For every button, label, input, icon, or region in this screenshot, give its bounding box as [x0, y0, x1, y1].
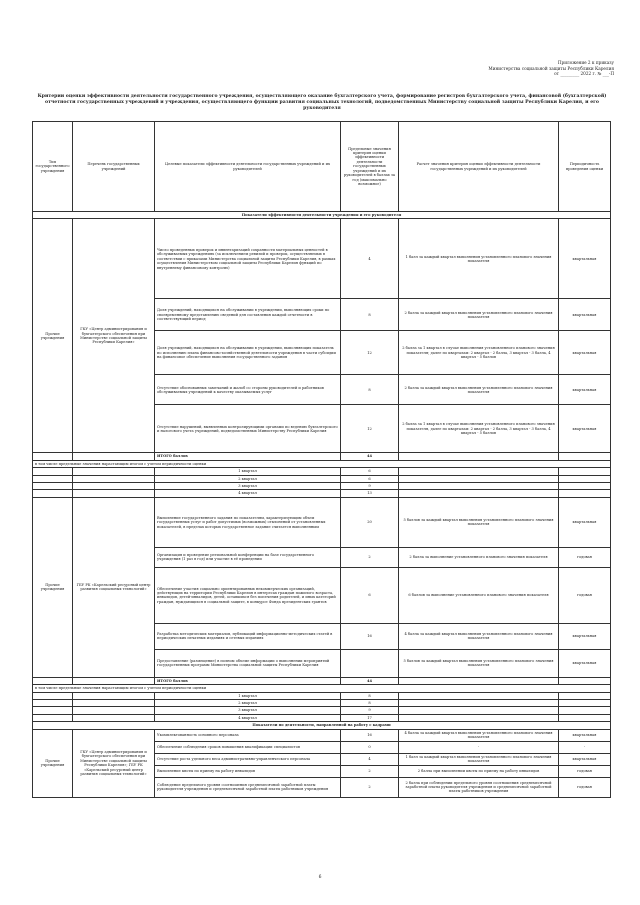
- quarter-label: 3 квартал: [155, 707, 341, 714]
- period-cell: квартальная: [559, 219, 611, 299]
- calc-cell: 4 балла за каждый квартал выполнения установленного планового значения показателя: [399, 623, 559, 649]
- indicator-cell: Разработка методических материалов, публикаций информационно-методических статей в периодических печатных изданиях и сетевых изданиях: [155, 623, 341, 649]
- quarter-value: 8: [341, 692, 399, 699]
- quarter-row: [33, 700, 611, 707]
- period-cell: квартальная: [559, 405, 611, 453]
- quarter-row: [33, 475, 611, 482]
- approval-header: [414, 60, 614, 77]
- quarter-row: [33, 692, 611, 699]
- calc-cell: 2 балла за каждый квартал выполнения установленного планового значения показателя: [399, 375, 559, 405]
- quarters-note: в том числе предельные значения нарастающим итогом с учетом периодичности оценки: [33, 460, 611, 467]
- calc-cell: 2 балла при выполнении квоты по приему на работу инвалидов: [399, 765, 559, 777]
- points-cell: 8: [341, 375, 399, 405]
- quarters-note: в том числе предельные значения нарастающим итогом с учетом периодичности оценки: [33, 685, 611, 692]
- header-line-1: Приложение 2 к приказу: [557, 60, 614, 65]
- indicator-cell: Соблюдение предельного уровня соотношения среднемесячной заработной платы руководителя учреждения и среднемесячной заработной платы работников учреждения: [155, 777, 341, 797]
- quarter-value: 13: [341, 490, 399, 497]
- col-header-calculation: Расчет значения критерия оценки эффективности деятельности государственных учреждений и их руководителей: [399, 122, 559, 212]
- total-label: ИТОГО баллов: [155, 453, 341, 460]
- points-cell: 12: [341, 405, 399, 453]
- indicator-cell: Выполнение государственного задания по показателям, характеризующим объем государственных услуг и работ допустимых (возможных) отклонений от установленных показателей, в пределах которых государственное задание считается выполненным: [155, 497, 341, 547]
- points-cell: 4: [341, 753, 399, 765]
- quarter-row: [33, 707, 611, 714]
- col-header-type: Тип государственного учреждения: [33, 122, 73, 212]
- quarter-value: 17: [341, 714, 399, 721]
- points-cell: 16: [341, 623, 399, 649]
- indicator-cell: Доля учреждений, находящихся на обслуживании в учреждении, выполняющих показатель по исполнению плана финансово-хозяйственной деятельности учреждения в части субсидии на финансовое обеспечение выполнения государственного задания: [155, 331, 341, 375]
- period-cell: годовая: [559, 765, 611, 777]
- points-cell: 4: [341, 219, 399, 299]
- quarter-label: 1 квартал: [155, 468, 341, 475]
- calc-cell: -: [399, 741, 559, 753]
- quarter-label: 1 квартал: [155, 692, 341, 699]
- indicator-cell: Обеспечение участия социально ориентированных некоммерческих организаций, действующих на территории Республики Карелия в интересах граждан пожилого возраста, инвалидов, детей-инвалидов, детей, оставшихся без попечения родителей, и иных категорий граждан, нуждающихся в социальной защите, в конкурсе Фонда президентских грантов: [155, 567, 341, 623]
- points-cell: [341, 649, 399, 677]
- indicator-cell: Предоставление (размещение) в полном объеме информации о выполнении мероприятий государственных программ Министерства социальной защиты Республики Карелия: [155, 649, 341, 677]
- period-cell: квартальная: [559, 753, 611, 765]
- institution-type: Прочие учреждения: [33, 497, 73, 677]
- total-row: [33, 677, 611, 684]
- total-label: ИТОГО баллов: [155, 677, 341, 684]
- col-header-max-points: Предельные значения критерия оценки эффективности деятельности государственных учреждений и их руководителей в баллах за год (максимально возможное): [341, 122, 399, 212]
- points-cell: 8: [341, 299, 399, 331]
- quarter-value: 6: [341, 468, 399, 475]
- quarter-label: 4 квартал: [155, 490, 341, 497]
- col-header-indicators: Целевые показатели эффективности деятельности государственных учреждений и их руководителей: [155, 122, 341, 212]
- period-cell: квартальная: [559, 623, 611, 649]
- points-cell: 16: [341, 729, 399, 741]
- points-cell: 6: [341, 567, 399, 623]
- indicator-cell: Отсутствие роста удельного веса административно-управленческого персонала: [155, 753, 341, 765]
- col-header-institutions: Перечень государственных учреждений: [73, 122, 155, 212]
- period-cell: квартальная: [559, 497, 611, 547]
- period-cell: квартальная: [559, 649, 611, 677]
- quarter-label: 2 квартал: [155, 700, 341, 707]
- total-row: [33, 453, 611, 460]
- quarter-value: 6: [341, 475, 399, 482]
- period-cell: квартальная: [559, 375, 611, 405]
- indicator-cell: Организация и проведение региональной конференции на базе государственного учреждения (1 раз в год) или участие в её проведении: [155, 547, 341, 567]
- period-cell: квартальная: [559, 299, 611, 331]
- indicator-cell: Отсутствие обоснованных замечаний и жалоб со стороны руководителей и работников обслуживаемых учреждений к качеству оказываемых услуг: [155, 375, 341, 405]
- quarter-label: 4 квартал: [155, 714, 341, 721]
- calc-cell: 2 балла за каждый квартал выполнения установленного планового значения показателя: [399, 299, 559, 331]
- table-row: [33, 497, 611, 547]
- calc-cell: 1 балл за каждый квартал выполнения установленного планового значения показателя: [399, 753, 559, 765]
- calc-cell: 1 балл за каждый квартал выполнения установленного планового значения показателя: [399, 219, 559, 299]
- calc-cell: 5 баллов за каждый квартал выполнения установленного планового значения показателя: [399, 649, 559, 677]
- calc-cell: 6 баллов за выполнение установленного планового значения показателя: [399, 567, 559, 623]
- header-line-2: Министерства социальной защиты Республики Карелия: [488, 65, 614, 71]
- quarter-label: 2 квартал: [155, 475, 341, 482]
- points-cell: 0: [341, 741, 399, 753]
- period-cell: квартальная: [559, 729, 611, 741]
- table-row: [33, 219, 611, 299]
- points-cell: 2: [341, 777, 399, 797]
- period-cell: годовая: [559, 777, 611, 797]
- calc-cell: 2 балла за 1 квартал в случае выполнения установленного планового значения показателя; далее по кварталам: 2 квартал - 2 балла, 3 квартал - 3 балла, 4 квартал - 5 баллов: [399, 331, 559, 375]
- col-header-period: Периодичность проведения оценки: [559, 122, 611, 212]
- indicator-cell: Укомплектованность основного персонала: [155, 729, 341, 741]
- calc-cell: 2 балла при соблюдении предельного уровня соотношения среднемесячной заработной платы руководителя учреждения и среднемесячной заработной платы работников учреждения: [399, 777, 559, 797]
- period-cell: квартальная: [559, 331, 611, 375]
- calc-cell: 5 баллов за каждый квартал выполнения установленного планового значения показателя: [399, 497, 559, 547]
- criteria-table: [32, 121, 611, 798]
- institution-name: ГКУ «Центр администрирования и бухгалтерского обеспечения при Министерстве социальной защиты Республики Карелия»: [73, 219, 155, 453]
- quarter-row: [33, 490, 611, 497]
- period-cell: годовая: [559, 567, 611, 623]
- quarter-row: [33, 468, 611, 475]
- total-value: 44: [341, 453, 399, 460]
- table-header-row: [33, 122, 611, 212]
- institution-type: Прочие учреждения: [33, 219, 73, 453]
- points-cell: 12: [341, 331, 399, 375]
- points-cell: 20: [341, 497, 399, 547]
- indicator-cell: Обеспечение соблюдения сроков повышения квалификации специалистов: [155, 741, 341, 753]
- quarter-value: 9: [341, 707, 399, 714]
- points-cell: 2: [341, 765, 399, 777]
- indicator-cell: Доля учреждений, находящихся на обслуживании в учреждении, выполняющих сроки по своевременному представлению сведений для составления каждой отчетности в соответствующий период: [155, 299, 341, 331]
- quarter-value: 8: [341, 700, 399, 707]
- institution-type: Прочие учреждения: [33, 729, 73, 797]
- calc-cell: 4 балла за каждый квартал выполнения установленного планового значения показателя: [399, 729, 559, 741]
- table-row: [33, 729, 611, 741]
- indicator-cell: Число проведенных проверок и инвентаризаций сохранности материальных ценностей в обслуживаемых учреждениях (за исключением ревизий и проверок, осуществляемых в соответствии с приказами Министерства социальной защиты Республики Карелия, в рамках осуществления Министерством социальной защиты Республики Карелия функций по внутреннему финансовому контролю): [155, 219, 341, 299]
- period-cell: годовая: [559, 547, 611, 567]
- quarter-row: [33, 714, 611, 721]
- indicator-cell: Отсутствие нарушений, выявленных контролирующими органами по ведению бухгалтерского и налогового учета учреждений, подведомственных Министерству Республики Карелия: [155, 405, 341, 453]
- calc-cell: 2 балла за выполнение установленного планового значения показателя: [399, 547, 559, 567]
- section-title: Показатели по деятельности, направленной на работу с кадрами: [33, 722, 611, 729]
- period-cell: -: [559, 741, 611, 753]
- institution-name: ГБУ РК «Карельский ресурсный центр развития социальных технологий»: [73, 497, 155, 677]
- total-value: 44: [341, 677, 399, 684]
- quarter-label: 3 квартал: [155, 483, 341, 490]
- header-line-3: от _________ 2022 г. № ___-П: [554, 71, 614, 77]
- quarter-row: [33, 483, 611, 490]
- page-number: 6: [318, 875, 322, 880]
- calc-cell: 2 балла за 1 квартал в случае выполнения установленного планового значения показателя, далее по кварталам: 2 квартал - 2 балла, 3 квартал - 3 балла, 4 квартал - 5 баллов: [399, 405, 559, 453]
- quarter-value: 9: [341, 483, 399, 490]
- indicator-cell: Выполнение квоты по приему на работу инвалидов: [155, 765, 341, 777]
- points-cell: 2: [341, 547, 399, 567]
- document-title: Критерии оценки эффективности деятельности государственного учреждения, осуществляющего оказание бухгалтерского учета, формирование регистров бухгалтерского учета, финансовой (бухгалтерской) отчетности государственных учреждений и учреждения, осуществляющего функции развития социальных технологий, подведомственных Министерству социальной защиты Республики Карелия, и его руководителя: [37, 94, 607, 111]
- institution-name: ГКУ «Центр администрирования и бухгалтерского обеспечения при Министерстве социальной защиты Республики Карелия»; ГБУ РК «Карельский ресурсный центр развития социальных технологий»: [73, 729, 155, 797]
- section-title: Показатели эффективности деятельности учреждения и его руководителя: [33, 212, 611, 219]
